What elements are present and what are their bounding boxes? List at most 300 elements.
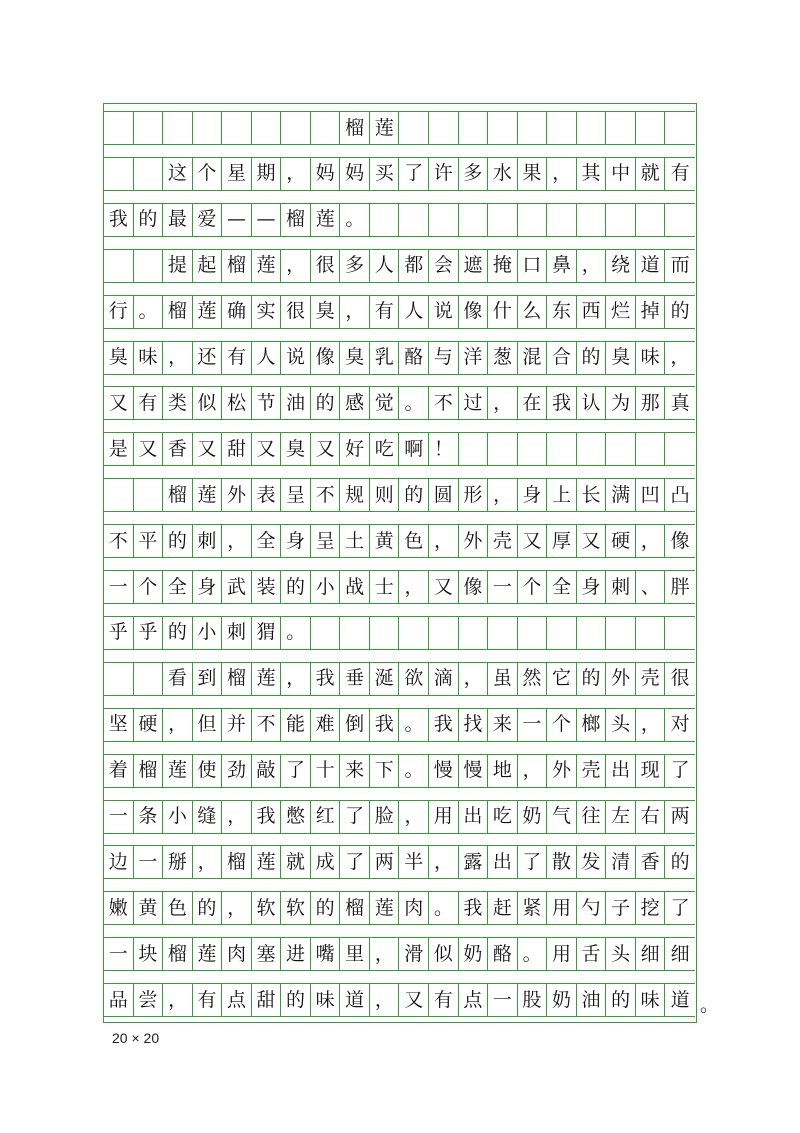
grid-cell (104, 479, 134, 511)
grid-cell: ， (163, 342, 193, 374)
grid-cell: 甜 (252, 984, 282, 1016)
grid-cell: 感 (340, 387, 370, 419)
grid-cell: 刺 (606, 571, 636, 603)
grid-cell: 出 (488, 846, 518, 878)
grid-cell: 个 (193, 158, 223, 190)
grid-cell: 肉 (222, 938, 252, 970)
grid-cell: 外 (459, 525, 489, 557)
grid-cell: 一 (104, 801, 134, 833)
grid-cell: 很 (670, 667, 690, 690)
grid-cell: 里 (340, 938, 370, 970)
grid-cell: 就 (281, 846, 311, 878)
text-row (104, 891, 695, 925)
grid-cell: 个 (134, 571, 164, 603)
grid-cell: 妈 (340, 158, 370, 190)
grid-cell: 我 (104, 204, 134, 236)
grid-cell (547, 617, 577, 649)
grid-cell: 我 (311, 663, 341, 695)
grid-cell: 啊 (399, 433, 429, 465)
grid-cell: 一 (104, 571, 134, 603)
grid-cell: 半 (399, 846, 429, 878)
grid-cell: 了 (518, 846, 548, 878)
grid-cell: 使 (193, 755, 223, 787)
grid-cell: 榴 (222, 250, 252, 282)
grid-cell: 混 (518, 342, 548, 374)
grid-cell: 莲 (193, 479, 223, 511)
grid-cell: 的 (399, 479, 429, 511)
grid-cell: 一 (488, 571, 518, 603)
grid-cell: 的 (311, 387, 341, 419)
grid-cell: 点 (459, 984, 489, 1016)
grid-cell: ， (577, 250, 607, 282)
grid-cell: 多 (340, 250, 370, 282)
grid-cell: 紧 (518, 892, 548, 924)
grid-cell: 用 (547, 938, 577, 970)
grid-cell: 水 (488, 158, 518, 190)
grid-cell: 莲 (163, 755, 193, 787)
grid-cell: 慢 (459, 755, 489, 787)
grid-cell: 口 (518, 250, 548, 282)
grid-cell (577, 112, 607, 144)
grid-cell: 榔 (577, 709, 607, 741)
grid-cell (606, 204, 636, 236)
grid-cell: 敲 (252, 755, 282, 787)
grid-cell: 、 (636, 571, 666, 603)
grid-cell: 个 (518, 571, 548, 603)
grid-cell: 嫩 (104, 892, 134, 924)
grid-cell: ， (222, 892, 252, 924)
grid-cell: 很 (311, 250, 341, 282)
grid-cell: 莲 (370, 892, 400, 924)
grid-cell (311, 112, 341, 144)
grid-cell: 我 (547, 387, 577, 419)
grid-cell: 酪 (488, 938, 518, 970)
grid-cell: ， (340, 296, 370, 328)
grid-cell: 。 (399, 755, 429, 787)
grid-cell: 的 (163, 617, 193, 649)
grid-cell (459, 433, 489, 465)
grid-cell: 道 (340, 984, 370, 1016)
grid-cell: 人 (399, 296, 429, 328)
grid-cell: 脸 (370, 801, 400, 833)
title-row (104, 111, 695, 145)
grid-cell: 莲 (193, 938, 223, 970)
text-row (104, 754, 695, 788)
grid-cell: 了 (670, 759, 690, 782)
grid-cell: 这 (163, 158, 193, 190)
grid-cell: 还 (193, 342, 223, 374)
grid-cell: 人 (370, 250, 400, 282)
grid-cell: 刺 (222, 617, 252, 649)
grid-cell: 软 (281, 892, 311, 924)
grid-cell: 虽 (488, 663, 518, 695)
grid-cell: 个 (547, 709, 577, 741)
grid-cell (193, 112, 223, 144)
grid-cell: 是 (104, 433, 134, 465)
grid-cell: 奶 (518, 801, 548, 833)
grid-cell: 一 (134, 846, 164, 878)
grid-cell: 往 (577, 801, 607, 833)
grid-cell: 了 (340, 846, 370, 878)
grid-cell: 又 (311, 433, 341, 465)
grid-cell (459, 112, 489, 144)
grid-cell: 像 (459, 571, 489, 603)
grid-cell: 甜 (222, 433, 252, 465)
grid-cell: 买 (370, 158, 400, 190)
grid-cell: 榴 (163, 296, 193, 328)
grid-cell: 壳 (636, 663, 666, 695)
grid-cell (636, 433, 666, 465)
grid-cell (547, 433, 577, 465)
grid-cell: ， (370, 984, 400, 1016)
grid-cell: 臭 (340, 342, 370, 374)
grid-cell: 成 (311, 846, 341, 878)
grid-cell: 香 (163, 433, 193, 465)
text-row (104, 616, 695, 650)
grid-cell: 味 (636, 342, 666, 374)
grid-cell: 莲 (252, 663, 282, 695)
grid-cell: 塞 (252, 938, 282, 970)
grid-cell (222, 112, 252, 144)
grid-cell: 一 (488, 984, 518, 1016)
grid-cell: 垂 (340, 663, 370, 695)
grid-cell: 不 (311, 479, 341, 511)
grid-cell: 又 (134, 433, 164, 465)
grid-cell (636, 617, 666, 649)
grid-cell: 。 (134, 296, 164, 328)
grid-cell: 又 (518, 525, 548, 557)
grid-cell: 奶 (459, 938, 489, 970)
grid-cell: ， (281, 158, 311, 190)
grid-cell (252, 112, 282, 144)
grid-cell: 的 (577, 342, 607, 374)
grid-cell: 莲 (252, 846, 282, 878)
grid-cell: 吃 (488, 801, 518, 833)
grid-cell: 色 (163, 892, 193, 924)
grid-cell: 合 (547, 342, 577, 374)
grid-cell: 香 (636, 846, 666, 878)
grid-cell: 节 (252, 387, 282, 419)
grid-cell: ， (636, 525, 666, 557)
grid-cell: 似 (429, 938, 459, 970)
text-row (104, 478, 695, 512)
grid-cell (665, 204, 695, 236)
grid-cell: 臭 (104, 342, 134, 374)
grid-cell (134, 112, 164, 144)
grid-cell (340, 617, 370, 649)
grid-cell: 又 (399, 984, 429, 1016)
grid-cell: 缝 (193, 801, 223, 833)
grid-cell: 臭 (281, 433, 311, 465)
grid-cell: 我 (429, 709, 459, 741)
grid-cell: 实 (252, 296, 282, 328)
grid-cell: 则 (370, 479, 400, 511)
grid-cell: 的 (193, 892, 223, 924)
text-row (104, 203, 695, 237)
grid-cell: 的 (670, 300, 690, 323)
grid-cell: 在 (518, 387, 548, 419)
grid-cell: — (222, 204, 252, 236)
grid-cell: 乳 (370, 342, 400, 374)
grid-cell: 遮 (459, 250, 489, 282)
grid-cell (429, 617, 459, 649)
grid-cell: 小 (311, 571, 341, 603)
grid-cell: 而 (670, 254, 690, 277)
grid-cell: 的 (606, 984, 636, 1016)
grid-cell (518, 433, 548, 465)
grid-cell (577, 617, 607, 649)
grid-cell: 像 (670, 529, 690, 552)
grid-cell: 涎 (370, 663, 400, 695)
grid-cell: 的 (134, 204, 164, 236)
text-row (104, 937, 695, 971)
grid-cell: 鼻 (547, 250, 577, 282)
grid-cell: 现 (636, 755, 666, 787)
grid-cell: 身 (518, 479, 548, 511)
grid-size-label: 20 × 20 (112, 1030, 160, 1046)
grid-cell: 榴 (222, 663, 252, 695)
grid-cell: 然 (518, 663, 548, 695)
text-row (104, 708, 695, 742)
grid-cell (488, 204, 518, 236)
grid-cell: 莲 (370, 112, 400, 144)
grid-cell: 外 (222, 479, 252, 511)
grid-cell: 长 (577, 479, 607, 511)
grid-cell: 用 (429, 801, 459, 833)
grid-cell: 对 (670, 713, 690, 736)
grid-cell: ， (518, 755, 548, 787)
grid-cell: 星 (222, 158, 252, 190)
grid-cell: 十 (311, 755, 341, 787)
grid-cell: 期 (252, 158, 282, 190)
grid-cell: 妈 (311, 158, 341, 190)
grid-cell: 一 (518, 709, 548, 741)
text-row (104, 845, 695, 879)
grid-cell: 块 (134, 938, 164, 970)
grid-cell: 滴 (429, 663, 459, 695)
grid-cell (606, 112, 636, 144)
grid-cell (104, 112, 134, 144)
grid-cell: 好 (340, 433, 370, 465)
grid-cell: 品 (104, 984, 134, 1016)
grid-cell (370, 617, 400, 649)
grid-cell: 。 (340, 204, 370, 236)
grid-cell: 全 (547, 571, 577, 603)
grid-cell: 装 (252, 571, 282, 603)
grid-cell: 土 (340, 525, 370, 557)
grid-cell: 臭 (606, 342, 636, 374)
grid-cell: ， (281, 663, 311, 695)
grid-cell: 行 (104, 296, 134, 328)
grid-cell: 味 (311, 984, 341, 1016)
grid-cell (281, 112, 311, 144)
grid-cell (606, 617, 636, 649)
grid-cell: 油 (281, 387, 311, 419)
grid-cell: 其 (577, 158, 607, 190)
grid-cell (488, 433, 518, 465)
grid-cell: 起 (193, 250, 223, 282)
grid-cell: 榴 (340, 892, 370, 924)
grid-cell: ， (488, 479, 518, 511)
grid-cell: 什 (488, 296, 518, 328)
grid-cell: 并 (222, 709, 252, 741)
grid-cell: 为 (606, 387, 636, 419)
text-row (104, 249, 695, 283)
grid-cell: 么 (518, 296, 548, 328)
grid-cell: 凹 (636, 479, 666, 511)
grid-cell: 吃 (370, 433, 400, 465)
grid-cell: 有 (134, 387, 164, 419)
grid-cell: 奶 (547, 984, 577, 1016)
grid-cell: 真 (670, 391, 690, 414)
grid-cell: 点 (222, 984, 252, 1016)
grid-cell: 有 (193, 984, 223, 1016)
grid-cell: 类 (163, 387, 193, 419)
grid-cell: 我 (252, 801, 282, 833)
grid-cell: 慢 (429, 755, 459, 787)
grid-cell: 像 (311, 342, 341, 374)
grid-cell: 全 (163, 571, 193, 603)
grid-cell: 臭 (311, 296, 341, 328)
grid-cell (311, 617, 341, 649)
grid-cell: ， (399, 801, 429, 833)
grid-cell: 形 (459, 479, 489, 511)
grid-cell: 左 (606, 801, 636, 833)
grid-cell: 又 (252, 433, 282, 465)
grid-cell: 看 (163, 663, 193, 695)
grid-cell: 。 (399, 387, 429, 419)
grid-cell: 洋 (459, 342, 489, 374)
grid-cell: ， (547, 158, 577, 190)
grid-cell: 外 (606, 663, 636, 695)
grid-cell (577, 204, 607, 236)
grid-cell (606, 433, 636, 465)
grid-cell: 东 (547, 296, 577, 328)
grid-cell: 又 (193, 433, 223, 465)
grid-cell: ， (370, 938, 400, 970)
grid-cell: 都 (399, 250, 429, 282)
grid-cell: 着 (104, 755, 134, 787)
grid-cell: 多 (459, 158, 489, 190)
grid-cell: ， (429, 525, 459, 557)
text-row (104, 983, 695, 1017)
grid-cell: 很 (281, 296, 311, 328)
grid-cell: 榴 (134, 755, 164, 787)
grid-cell: 乎 (104, 617, 134, 649)
text-row (104, 662, 695, 696)
grid-cell: 西 (577, 296, 607, 328)
grid-cell: 过 (459, 387, 489, 419)
grid-cell: 了 (399, 158, 429, 190)
grid-cell: ， (399, 571, 429, 603)
grid-cell: 人 (252, 342, 282, 374)
grid-cell: 出 (606, 755, 636, 787)
overflow-punctuation: 。 (700, 994, 720, 1016)
grid-cell: 榴 (163, 938, 193, 970)
grid-cell: ， (281, 250, 311, 282)
grid-cell: 。 (429, 892, 459, 924)
grid-cell: 细 (670, 942, 690, 965)
manuscript-grid-paper (103, 103, 697, 1023)
grid-cell: 猬 (252, 617, 282, 649)
grid-cell (104, 250, 134, 282)
grid-cell: 黄 (370, 525, 400, 557)
grid-cell (134, 479, 164, 511)
grid-cell: 。 (399, 709, 429, 741)
grid-cell: 像 (459, 296, 489, 328)
grid-cell: 厚 (547, 525, 577, 557)
grid-cell: 平 (134, 525, 164, 557)
grid-cell (636, 204, 666, 236)
grid-cell (399, 204, 429, 236)
grid-cell: 软 (252, 892, 282, 924)
grid-cell: 来 (488, 709, 518, 741)
grid-cell (459, 204, 489, 236)
grid-cell: 榴 (163, 479, 193, 511)
grid-cell: 圆 (429, 479, 459, 511)
grid-cell: 不 (429, 387, 459, 419)
grid-cell: 倒 (340, 709, 370, 741)
grid-cell (636, 112, 666, 144)
text-row (104, 295, 695, 329)
grid-cell: 上 (547, 479, 577, 511)
grid-cell: ， (636, 709, 666, 741)
grid-cell: 硬 (606, 525, 636, 557)
grid-cell (665, 617, 695, 649)
grid-cell: 小 (163, 801, 193, 833)
grid-cell: 条 (134, 801, 164, 833)
grid-cell (665, 433, 695, 465)
grid-cell: 莲 (193, 296, 223, 328)
grid-cell: 呈 (311, 525, 341, 557)
text-row (104, 800, 695, 834)
grid-cell: 肉 (399, 892, 429, 924)
grid-cell: 用 (547, 892, 577, 924)
grid-cell (488, 617, 518, 649)
text-row (104, 341, 695, 375)
grid-cell: 绕 (606, 250, 636, 282)
grid-cell: 欲 (399, 663, 429, 695)
grid-cell: 露 (459, 846, 489, 878)
grid-cell: 油 (577, 984, 607, 1016)
grid-cell: 下 (370, 755, 400, 787)
grid-cell (429, 204, 459, 236)
grid-cell: 到 (193, 663, 223, 695)
grid-cell: 酪 (399, 342, 429, 374)
grid-cell: 莲 (252, 250, 282, 282)
grid-cell: 的 (281, 571, 311, 603)
grid-cell (488, 112, 518, 144)
grid-cell: 来 (340, 755, 370, 787)
grid-cell: 滑 (399, 938, 429, 970)
grid-cell: ， (222, 801, 252, 833)
text-row (104, 157, 695, 191)
grid-cell: 确 (222, 296, 252, 328)
grid-cell: 战 (340, 571, 370, 603)
grid-cell: 股 (518, 984, 548, 1016)
grid-cell: 色 (399, 525, 429, 557)
grid-cell: 气 (547, 801, 577, 833)
grid-cell: 我 (370, 709, 400, 741)
grid-cell: 不 (252, 709, 282, 741)
grid-cell: 认 (577, 387, 607, 419)
grid-cell: 的 (311, 892, 341, 924)
text-row (104, 386, 695, 420)
grid-cell: 我 (459, 892, 489, 924)
grid-cell: 似 (193, 387, 223, 419)
grid-cell: 刺 (193, 525, 223, 557)
grid-cell: 边 (104, 846, 134, 878)
